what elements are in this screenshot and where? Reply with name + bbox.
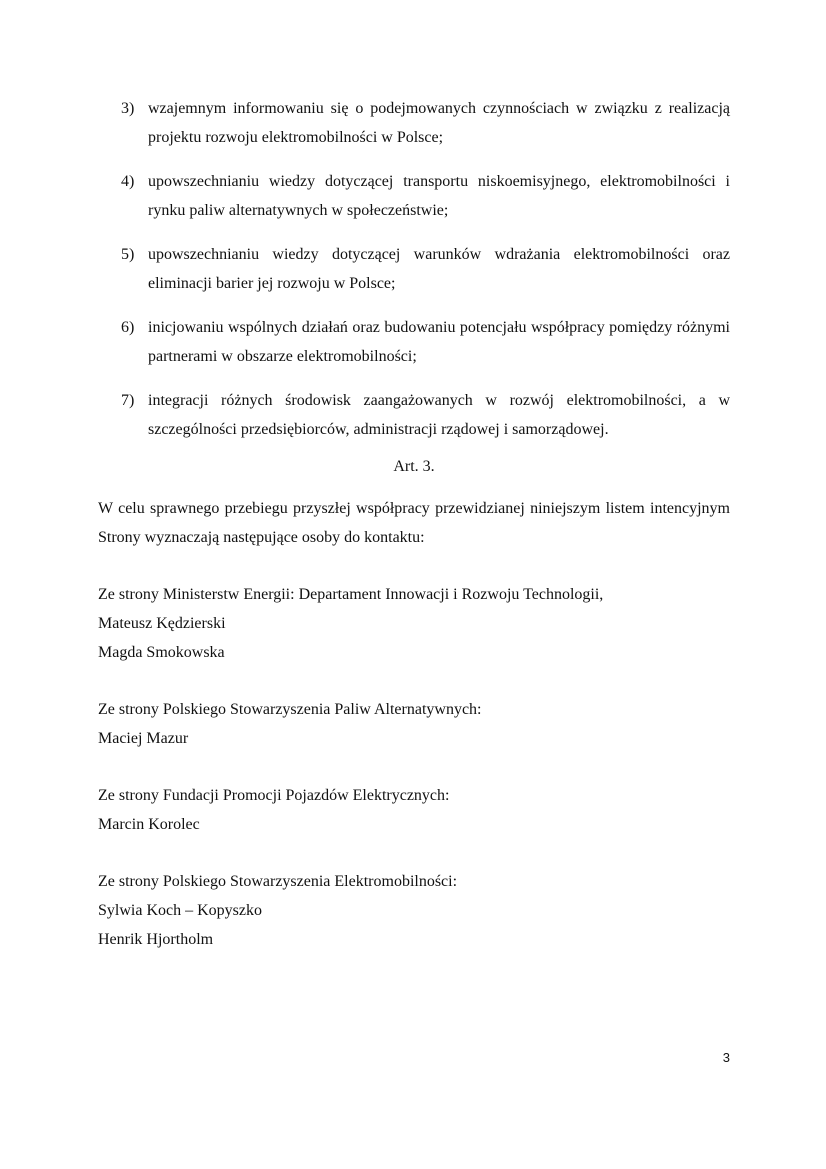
contact-group-header: Ze strony Ministerstw Energii: Departament Innowacji i Rozwoju Technologii, bbox=[98, 586, 604, 603]
list-item-number: 7) bbox=[121, 392, 135, 409]
contact-group bbox=[98, 781, 730, 839]
list-item bbox=[98, 94, 730, 152]
article-heading: Art. 3. bbox=[393, 458, 435, 475]
list-item bbox=[98, 313, 730, 371]
contact-person: Henrik Hjortholm bbox=[98, 931, 214, 948]
contact-person: Marcin Korolec bbox=[98, 816, 200, 833]
list-item-text: upowszechnianiu wiedzy dotyczącej warunków wdrażania elektromobilności oraz eliminacji barier jej rozwoju w Polsce; bbox=[148, 246, 730, 292]
contact-person: Magda Smokowska bbox=[98, 644, 225, 661]
list-item-text: upowszechnianiu wiedzy dotyczącej transportu niskoemisyjnego, elektromobilności i rynku paliw alternatywnych w społeczeństwie; bbox=[148, 173, 730, 219]
list-item-number: 6) bbox=[121, 319, 135, 336]
list-item-number: 3) bbox=[121, 100, 135, 117]
contact-group bbox=[98, 695, 730, 753]
list-item bbox=[98, 240, 730, 298]
list-item-number: 5) bbox=[121, 246, 135, 263]
contact-group bbox=[98, 867, 730, 954]
contact-group-header: Ze strony Fundacji Promocji Pojazdów Elektrycznych: bbox=[98, 787, 450, 804]
list-item-number: 4) bbox=[121, 173, 135, 190]
list-item bbox=[98, 386, 730, 444]
contact-group-header: Ze strony Polskiego Stowarzyszenia Elektromobilności: bbox=[98, 873, 458, 890]
list-item bbox=[98, 167, 730, 225]
page-number: 3 bbox=[722, 1050, 730, 1065]
contact-group-header: Ze strony Polskiego Stowarzyszenia Paliw Alternatywnych: bbox=[98, 701, 482, 718]
contact-group bbox=[98, 580, 730, 667]
contact-person: Maciej Mazur bbox=[98, 730, 189, 747]
list-item-text: inicjowaniu wspólnych działań oraz budowaniu potencjału współpracy pomiędzy różnymi partnerami w obszarze elektromobilności; bbox=[148, 319, 730, 365]
list-item-text: integracji różnych środowisk zaangażowanych w rozwój elektromobilności, a w szczególności przedsiębiorców, administracji rządowej i samorządowej. bbox=[148, 392, 730, 438]
numbered-list bbox=[98, 94, 730, 459]
article-intro-paragraph: W celu sprawnego przebiegu przyszłej współpracy przewidzianej niniejszym listem intencyjnym Strony wyznaczają następujące osoby do kontaktu: bbox=[98, 500, 730, 546]
contact-person: Sylwia Koch – Kopyszko bbox=[98, 902, 262, 919]
contact-person: Mateusz Kędzierski bbox=[98, 615, 226, 632]
contacts-section bbox=[98, 580, 730, 982]
list-item-text: wzajemnym informowaniu się o podejmowanych czynnościach w związku z realizacją projektu rozwoju elektromobilności w Polsce; bbox=[148, 100, 730, 146]
